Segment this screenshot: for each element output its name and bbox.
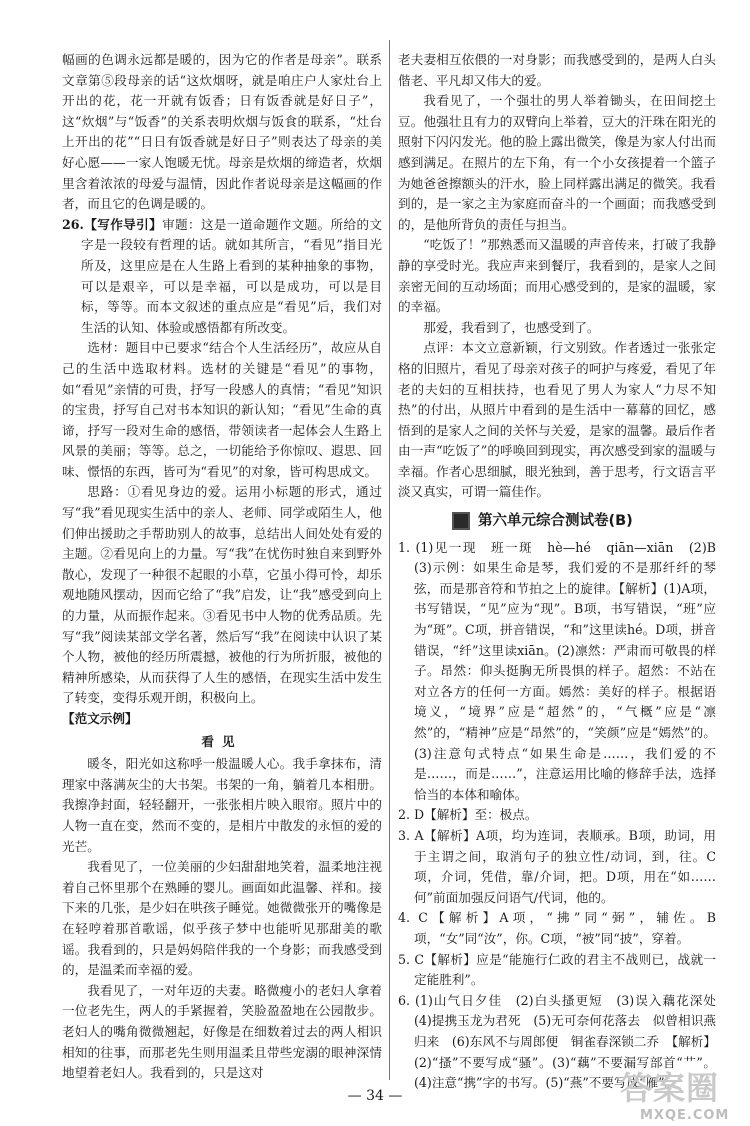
question-number: 26. xyxy=(62,216,84,232)
left-column xyxy=(62,50,382,1084)
essay-paragraph-1: 暖冬，阳光如这称呼一般温暖人心。我手拿抹布，清理家中落满灰尘的大书架。书架的一角，躺着几本相册。我擦净封面，轻轻翻开，一张张相片映入眼帘。照片中的人物一直在变，然而不变的，是相片中散发的永恒的爱的光芒。 xyxy=(62,756,382,854)
essay-paragraph-4: 我看见了，一个强壮的男人举着锄头，在田间挖土豆。他强壮且有力的双臂向上举着，豆大的汗珠在阳光的照射下闪闪发光。他的脸上露出微笑，像是为家人付出而感到满足。在照片的左下角，有一个小女孩提着一个篮子为她爸爸擦额头的汗水，脸上同样露出满足的微笑。我看到的，是一家之主为家庭而奋斗的一个画面；而我感受到的，是他所背负的责任与担当。 xyxy=(398,93,716,232)
paragraph-xuancai: 选材：题目中已要求“结合个人生活经历”，故应从自己的生活中选取材料。选材的关键是“看见”的事物，如“看见”亲情的可贵，抒写一段感人的真情；“看见”知识的宝贵，抒写自己对书本知识的新认知；“看见”生命的真谛，抒写一段对生命的感悟，带领读者一起体会人生路上风景的美丽；等等。总之，一切能给予你惊叹、遐思、回味、憬悟的东西，皆可为“看见”的对象，皆可构思成文。 xyxy=(62,340,382,479)
section-tag: 【写作导引】 xyxy=(83,216,163,232)
answer-5: 5. C【解析】应是“能施行仁政的君主不战则已，战就一定能胜利”。 xyxy=(398,951,716,988)
watermark-site: MXQE.COM xyxy=(640,1108,730,1123)
section-title: 第六单元综合测试卷(B) xyxy=(478,513,633,530)
essay-paragraph-5: “吃饭了！”那熟悉而又温暖的声音传来，打破了我静静的享受时光。我应声来到餐厅，我看到的，是家人之间亲密无间的互动场面；而用心感受到的，是家的温暖，家的幸福。 xyxy=(398,237,716,315)
commentary: 点评：本文立意新颖，行文别致。作者透过一张张定格的旧照片，看见了母亲对孩子的呵护与疼爱，看见了年老的夫妇的互相扶持，也看见了男人为家人“力尽不知热”的付出，从照片中看到的是生活中一幕幕的回忆，感悟到的是家人之间的关怀与关爱，是家的温馨。最后作者由一声“吃饭了”的呼唤回到现实，再次感受到家的温暖与幸福。作者心思细腻，眼光独到，善于思考，行文语言平淡又真实，可谓一篇佳作。 xyxy=(398,340,716,500)
essay-paragraph-3: 我看见了，一对年迈的夫妻。略微瘦小的老妇人拿着一位老先生，两人的手紧握着，笑脸盈盈地在公园散步。老妇人的嘴角微微翘起，好像是在细数着过去的两人相识相知的往事，而那老先生则用温柔且带些宠溺的眼神深情地望着老妇人。我看到的，只是这对 xyxy=(62,982,382,1081)
answer-6: 6. (1)山气日夕佳 (2)白头搔更短 (3)误入藕花深处 (4)提携玉龙为君死 (5)无可奈何花落去 似曾相识燕归来 (6)东风不与周郎便 铜雀春深锁二乔 【解析】(2)“搔”不要写成“骚”。(3)“藕”不要漏写部首“艹”。(4)注意“携”字的书写。(5)“燕”不要写成“雁”。 xyxy=(398,992,729,1091)
essay-paragraph-3-cont: 老夫妻相互依偎的一对身影；而我感受到的，是两人白头偕老、平凡却又伟大的爱。 xyxy=(398,52,716,88)
answer-1: 1. (1)见一现 班一斑 hè—hé qiān—xiān (2)B (3)示例：如果生命是琴，我们爱的不是那纤纤的琴弦，而是那音符和节拍之上的旋律。【解析】(1)A项，书写错误，“见”应为“现”。B项，书写错误，“班”应为“斑”。C项，拼音错误，“和”这里读hé。D项，拼音错误，“纤”这里读xiān。(2)凛然：严肃而可敬畏的样子。昂然：仰头挺胸无所畏惧的样子。超然：不站在对立各方的任何一方面。嫣然：美好的样子。根据语境义，“境界”应是“超然”的，“气概”应是“凛然”的，“精神”应是“昂然”的，“笑颜”应是“嫣然”的。(3)注意句式特点“如果生命是……，我们爱的不是……，而是……”，注意运用比喻的修辞手法，选择恰当的本体和喻体。 xyxy=(398,539,729,802)
watermark-logo: 答案圈 xyxy=(620,1069,720,1107)
paragraph-q25-tail: 幅画的色调永远都是暖的，因为它的作者是母亲”。联系文章第⑤段母亲的话“这炊烟呀，就是咱庄户人家灶台上开出的花，花一开就有饭香；日有饭香就是好日子”，这“炊烟”与“饭香”的关系表明炊烟与饭食的联系，“灶台上开出的花”“日日有饭香就是好日子”则表达了母亲的美好心愿——一家人饱暖无忧。母亲是炊烟的缔造者，炊烟里含着浓浓的母爱与温情，因此作者说母亲是这幅画的作者，而且它的色调是暖的。 xyxy=(62,52,382,212)
answer-3: 3. A【解析】A项，均为连词，表顺承。B项，助词，用于主谓之间，取消句子的独立性/动词，到，往。C项，介词，凭借，靠/介词，把。D项，用在“如……何”前面加强反问语气/代词，他的。 xyxy=(398,827,716,905)
paragraph-silu: 思路：①看见身边的爱。运用小标题的形式，通过写“我”看见现实生活中的亲人、老师、同学或陌生人，他们伸出援助之手帮助别人的故事，总结出人间处处有爱的主题。②看见向上的力量。写“我”在忧伤时独自来到野外散心，发现了一种很不起眼的小草，它虽小得可怜，却乐观地随风摆动，因而它给了“我”启发，让“我”感受到向上的力量，从而振作起来。③看见书中人物的优秀品质。先写“我”阅读某部文学名著，然后写“我”在阅读中认识了某个人物，被他的经历所震撼，被他的行为所折服，被他的精神所感染，从而获得了人生的感悟，在现实生活中发生了转变，变得乐观开朗，积极向上。 xyxy=(62,484,382,706)
essay-paragraph-2: 我看见了，一位美丽的少妇甜甜地笑着，温柔地注视着自己怀里那个在熟睡的婴儿。画面如此温馨、祥和。接下来的几张，是少妇在哄孩子睡觉。她微微张开的嘴像是在轻哼着那首歌谣，似乎孩子梦中也能听见那甜美的歌谣。我看到的，只是妈妈陪伴我的一个身影；而我感受到的，是温柔而幸福的爱。 xyxy=(62,859,382,978)
essay-paragraph-6: 那爱，我看到了，也感受到了。 xyxy=(423,319,600,335)
section-marker-icon xyxy=(452,512,470,530)
page-number: — 34 — xyxy=(347,1088,403,1104)
question-26-intro: 26.【写作导引】审题：这是一道命题作文题。所给的文字是一段较有哲理的话。就如其所言，“看见”指目光所及，这里应是在人生路上看到的某种抽象的事物，可以是艰辛，可以是幸福，可以是成功，可以是目标，等等。而本文叙述的重点应是“看见”后，我们对生活的认知、体验或感悟都有所改变。 xyxy=(62,216,383,335)
column-divider xyxy=(389,40,390,1080)
section-header xyxy=(452,511,716,532)
right-column xyxy=(398,50,729,1094)
essay-title: 看见 xyxy=(201,733,243,749)
answer-2: 2. D【解析】至：极点。 xyxy=(398,807,538,823)
sample-essay-tag: 【范文示例】 xyxy=(62,711,138,726)
answer-4: 4. C【解析】A项，“拂”同“弼”，辅佐。B项，“女”同“汝”，你。C项，“被”同“披”，穿着。 xyxy=(398,910,716,946)
